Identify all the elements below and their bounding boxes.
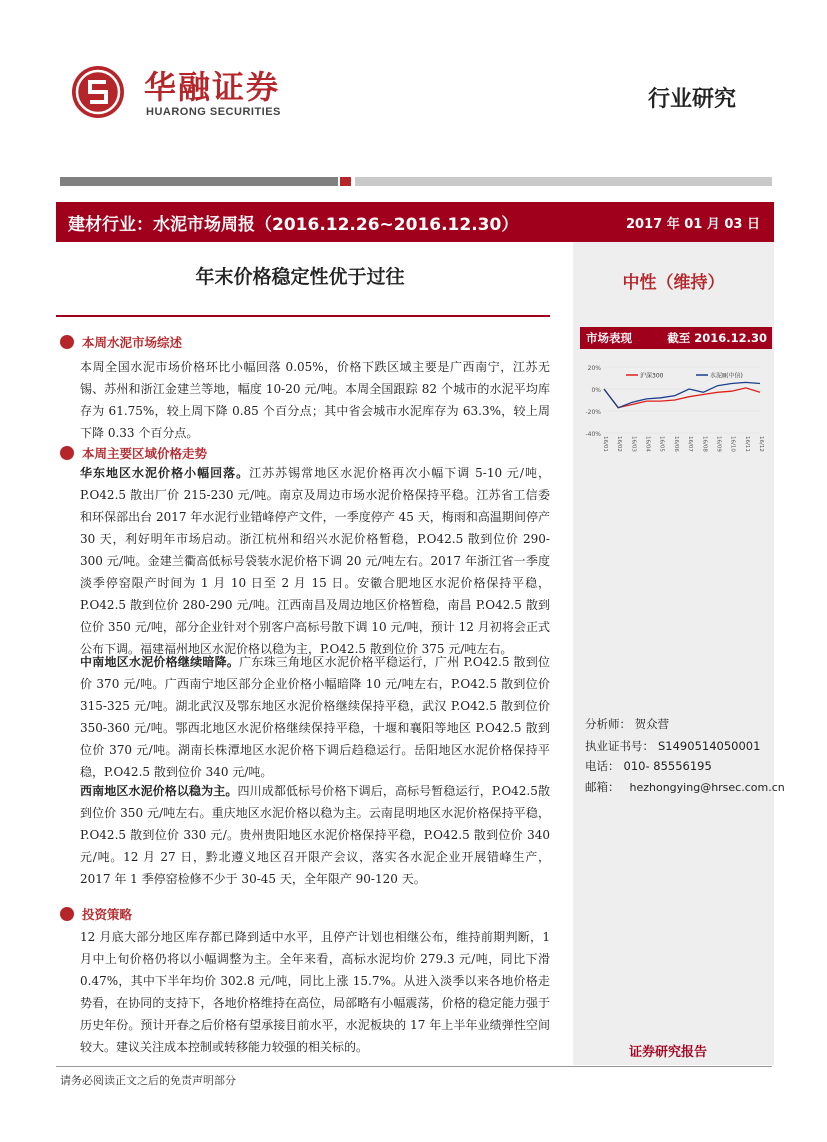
paragraph-text: 广东珠三角地区水泥价格平稳运行，广州 P.O42.5 散到位价 370 元/吨。广西南宁地区部分企业价格小幅暗降 10 元/吨左右，P.O42.5 散到位价 315-325 元/吨。湖北武汉及鄂东地区水泥价格继续保持平稳，武汉 P.O42.5 散到位价 350-360 元/吨。鄂西北地区水泥价格继续保持平稳，十堰和襄阳等地区 P.O42.5 散到位价 370 元/吨。湖南长株潭地区水泥价格下调后趋稳运行。岳阳地区水泥价格保持平稳，P.O42.5 散到位价 340 元/吨。 — [80, 655, 550, 779]
company-logo-icon — [72, 66, 124, 118]
chart-x-tick-label: 16/12 — [758, 436, 764, 452]
paragraph-lead: 华东地区水泥价格小幅回落。 — [80, 466, 250, 480]
footer-rule — [56, 1066, 772, 1067]
header-divider-dark — [60, 177, 338, 186]
rating-badge: 中性（维持） — [622, 273, 725, 293]
section-bullet-icon — [60, 907, 74, 921]
section-bullet-icon — [60, 335, 74, 349]
section-title-investment-strategy: 投资策略 — [82, 907, 133, 922]
cert-label: 执业证书号： — [585, 739, 654, 753]
chart-x-tick-label: 16/06 — [672, 436, 679, 452]
paragraph-lead: 西南地区水泥价格以稳为主。 — [80, 784, 238, 798]
chart-x-tick-label: 16/10 — [729, 436, 736, 452]
chart-x-tick-label: 16/02 — [616, 436, 623, 452]
chart-x-tick-label: 16/07 — [687, 436, 694, 452]
section-bullet-icon — [60, 446, 74, 460]
market-performance-chart — [580, 355, 772, 465]
analyst-name: 分析师： 贺众营 — [585, 717, 670, 731]
chart-y-tick-label: 0% — [591, 387, 601, 394]
chart-y-tick-label: 20% — [587, 365, 601, 372]
weekly-summary-paragraph — [80, 356, 550, 444]
header-divider-light — [355, 177, 772, 186]
email-value[interactable]: hezhongying@hrsec.com.cn — [629, 781, 785, 794]
report-date: 2017 年 01 月 03 日 — [626, 217, 760, 232]
analyst-cert — [585, 738, 760, 754]
market-performance-label: 市场表现 — [586, 331, 632, 345]
phone-label: 电话： — [585, 759, 620, 773]
footer-disclaimer[interactable]: 请务必阅读正文之后的免责声明部分 — [60, 1074, 236, 1087]
investment-strategy-paragraph — [80, 926, 550, 1058]
report-title-band — [56, 202, 774, 242]
footer-report-tag: 证券研究报告 — [629, 1045, 708, 1060]
chart-legend-label: 水泥Ⅲ(中信) — [710, 372, 743, 380]
paragraph-text: 12 月底大部分地区库存都已降到适中水平，且停产计划也相继公布，维持前期判断，1 月中上旬价格仍将以小幅调整为主。全年来看，高标水泥均价 279.3 元/吨，同比下滑 0.47%，其中下半年均价 302.8 元/吨，同比上涨 15.7%。从进入淡季以来各地价格走势看，在协同的支持下，各地价格维持在高位，局部略有小幅震荡，价格的稳定能力强于历史年份。预计开春之后价格有望承接目前水平，水泥板块的 17 年上半年业绩弹性空间较大。建议关注成本控制或转移能力较强的相关标的。 — [80, 930, 550, 1054]
email-label: 邮箱： — [585, 780, 620, 794]
chart-x-tick-label: 16/09 — [715, 436, 722, 452]
southwest-paragraph — [80, 780, 550, 890]
paragraph-text: 本周全国水泥市场价格环比小幅回落 0.05%，价格下跌区域主要是广西南宁，江苏无锡、苏州和浙江金建兰等地，幅度 10-20 元/吨。本周全国跟踪 82 个城市的水泥平均库存为 61.75%，较上周下降 0.85 个百分点；其中省会城市水泥库存为 63.3%，较上周下降 0.33 个百分点。 — [80, 360, 550, 440]
paragraph-lead: 中南地区水泥价格继续暗降。 — [80, 655, 240, 669]
chart-x-tick-label: 16/08 — [701, 436, 708, 452]
analyst-email — [585, 779, 785, 795]
paragraph-text: 四川成都低标号价格下调后，高标号暂稳运行，P.O42.5散到位价 350 元/吨左右。重庆地区水泥价格以稳为主。云南昆明地区水泥价格保持平稳，P.O42.5 散到位价 330 元/。贵州贵阳地区水泥价格保持平稳，P.O42.5 散到位价 340 元/吨。12 月 27 日，黔北遵义地区召开限产会议，落实各水泥企业开展错峰生产，2017 年 1 季停窑检修不少于 30-45 天，全年限产 90-120 天。 — [80, 784, 550, 886]
section-title-regional-prices: 本周主要区域价格走势 — [82, 446, 208, 461]
chart-legend-label: 沪深300 — [640, 372, 664, 380]
chart-x-tick-label: 16/04 — [644, 436, 651, 452]
chart-y-tick-label: -20% — [585, 409, 601, 416]
report-title: 建材行业：水泥市场周报（2016.12.26~2016.12.30） — [68, 215, 519, 235]
company-name-cn: 华融证券 — [144, 68, 281, 106]
chart-x-tick-label: 16/05 — [658, 436, 665, 452]
headline-rule — [56, 315, 550, 317]
central-south-paragraph — [80, 651, 550, 783]
east-china-paragraph — [80, 462, 550, 660]
cert-value: S1490514050001 — [658, 739, 761, 753]
header-divider-accent — [340, 177, 351, 186]
market-as-of-date: 截至 2016.12.30 — [667, 331, 767, 345]
company-name-en: HUARONG SECURITIES — [146, 106, 281, 118]
paragraph-text: 江苏苏锡常地区水泥价格再次小幅下调 5-10 元/吨，P.O42.5 散出厂价 215-230 元/吨。南京及周边市场水泥价格保持平稳。江苏省工信委和环保部出台 2017 年水泥行业错峰停产文件，一季度停产 45 天，梅雨和高温期间停产 30 天，利好明年市场启动。浙江杭州和绍兴水泥价格暂稳，P.O42.5 散到位价 290-300 元/吨。金建兰衢高低标号袋装水泥价格下调 20 元/吨左右。2017 年浙江省一季度淡季停窑限产时间为 1 月 10 日至 2 月 15 日。安徽合肥地区水泥价格保持平稳，P.O42.5 散到位价 280-290 元/吨。江西南昌及周边地区价格暂稳，南昌 P.O42.5 散到位价 350 元/吨，部分企业针对个别客户高标号散下调 10 元/吨，预计 12 月初将会正式公布下调。福建福州地区水泥价格以稳为主，P.O42.5 散到位价 375 元/吨左右。 — [80, 466, 550, 656]
market-performance-header — [580, 327, 772, 349]
chart-x-tick-label: 16/01 — [602, 436, 608, 452]
section-title-weekly-summary: 本周水泥市场综述 — [82, 335, 183, 350]
document-type: 行业研究 — [648, 87, 737, 112]
phone-value: 010- 85556195 — [623, 759, 712, 773]
chart-y-tick-label: -40% — [585, 431, 601, 438]
chart-x-tick-label: 16/11 — [743, 436, 750, 452]
chart-series-line — [604, 382, 760, 407]
analyst-phone — [585, 758, 712, 774]
page-headline: 年末价格稳定性优于过往 — [195, 266, 405, 288]
chart-x-tick-label: 16/03 — [630, 436, 637, 452]
